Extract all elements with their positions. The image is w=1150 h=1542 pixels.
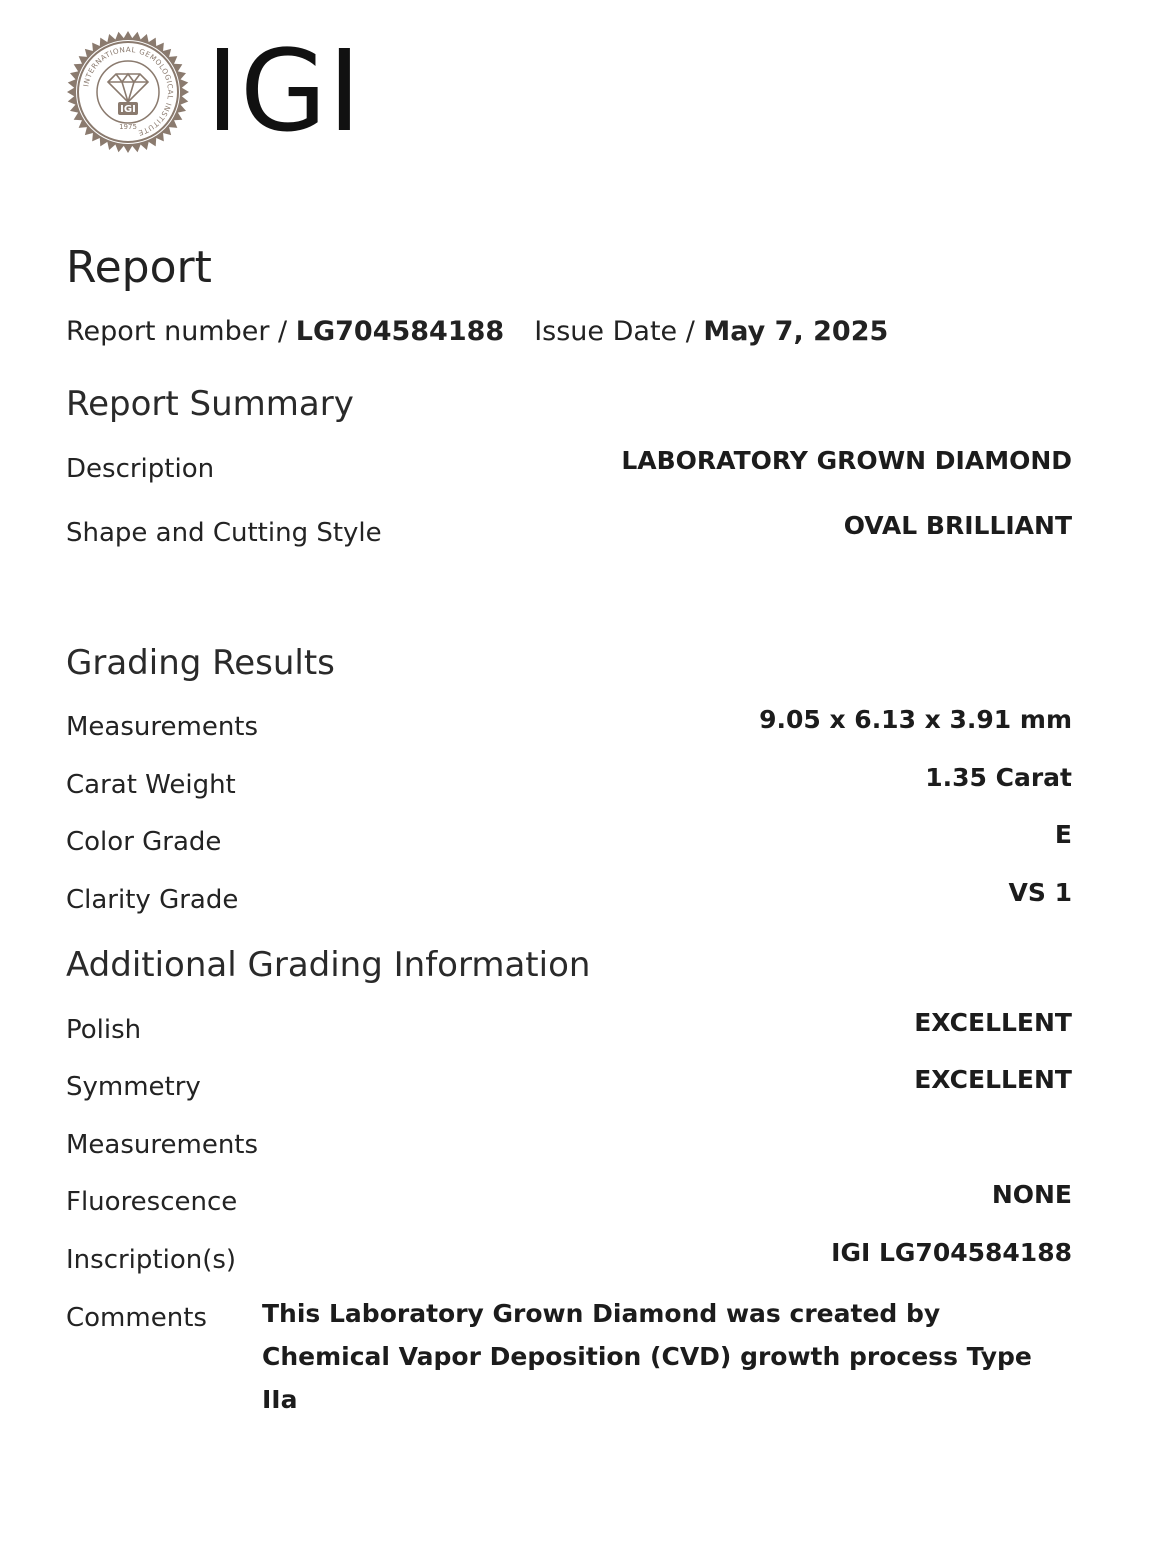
row-label-shape: Shape and Cutting Style bbox=[66, 518, 382, 548]
row-label-description: Description bbox=[66, 454, 215, 484]
issue-date-label: Issue Date / bbox=[534, 316, 695, 347]
section-title-report-summary: Report Summary bbox=[66, 384, 354, 424]
igi-wordmark: IGI bbox=[206, 27, 362, 157]
row-value-color-grade: E bbox=[1054, 820, 1072, 849]
row-label-fluorescence: Fluorescence bbox=[66, 1187, 238, 1217]
issue-date: May 7, 2025 bbox=[703, 316, 889, 347]
page-title: Report bbox=[66, 242, 212, 293]
section-title-grading-results: Grading Results bbox=[66, 643, 335, 683]
row-label-symmetry: Symmetry bbox=[66, 1072, 201, 1102]
row-label-clarity-grade: Clarity Grade bbox=[66, 885, 239, 915]
section-title-additional-grading: Additional Grading Information bbox=[66, 945, 591, 985]
row-label-comments: Comments bbox=[66, 1303, 207, 1333]
svg-text:IGI: IGI bbox=[120, 104, 136, 115]
row-label-inscriptions: Inscription(s) bbox=[66, 1245, 237, 1275]
row-label-color-grade: Color Grade bbox=[66, 827, 222, 857]
row-value-description: LABORATORY GROWN DIAMOND bbox=[621, 446, 1072, 475]
row-value-fluorescence: NONE bbox=[991, 1180, 1072, 1209]
row-value-comments: This Laboratory Grown Diamond was created by Chemical Vapor Deposition (CVD) growth process Type IIa bbox=[262, 1299, 1032, 1414]
svg-text:1975: 1975 bbox=[119, 123, 137, 131]
row-value-polish: EXCELLENT bbox=[914, 1008, 1072, 1037]
row-value-measurements: 9.05 x 6.13 x 3.91 mm bbox=[759, 705, 1072, 734]
report-number: LG704584188 bbox=[295, 316, 505, 347]
row-value-carat-weight: 1.35 Carat bbox=[925, 763, 1072, 792]
row-value-clarity-grade: VS 1 bbox=[1008, 878, 1072, 907]
row-label-polish: Polish bbox=[66, 1015, 142, 1045]
igi-seal-logo bbox=[66, 30, 190, 154]
row-value-symmetry: EXCELLENT bbox=[914, 1065, 1072, 1094]
row-label-measurements-additional: Measurements bbox=[66, 1130, 259, 1160]
row-value-inscriptions: IGI LG704584188 bbox=[831, 1238, 1072, 1267]
report-number-label: Report number / bbox=[66, 316, 288, 347]
report-meta bbox=[66, 314, 888, 350]
row-label-carat-weight: Carat Weight bbox=[66, 770, 236, 800]
row-label-measurements: Measurements bbox=[66, 712, 259, 742]
row-value-shape: OVAL BRILLIANT bbox=[843, 511, 1072, 540]
svg-text:INTERNATIONAL GEMOLOGICAL INST: INTERNATIONAL GEMOLOGICAL INSTITUTE bbox=[81, 44, 176, 138]
